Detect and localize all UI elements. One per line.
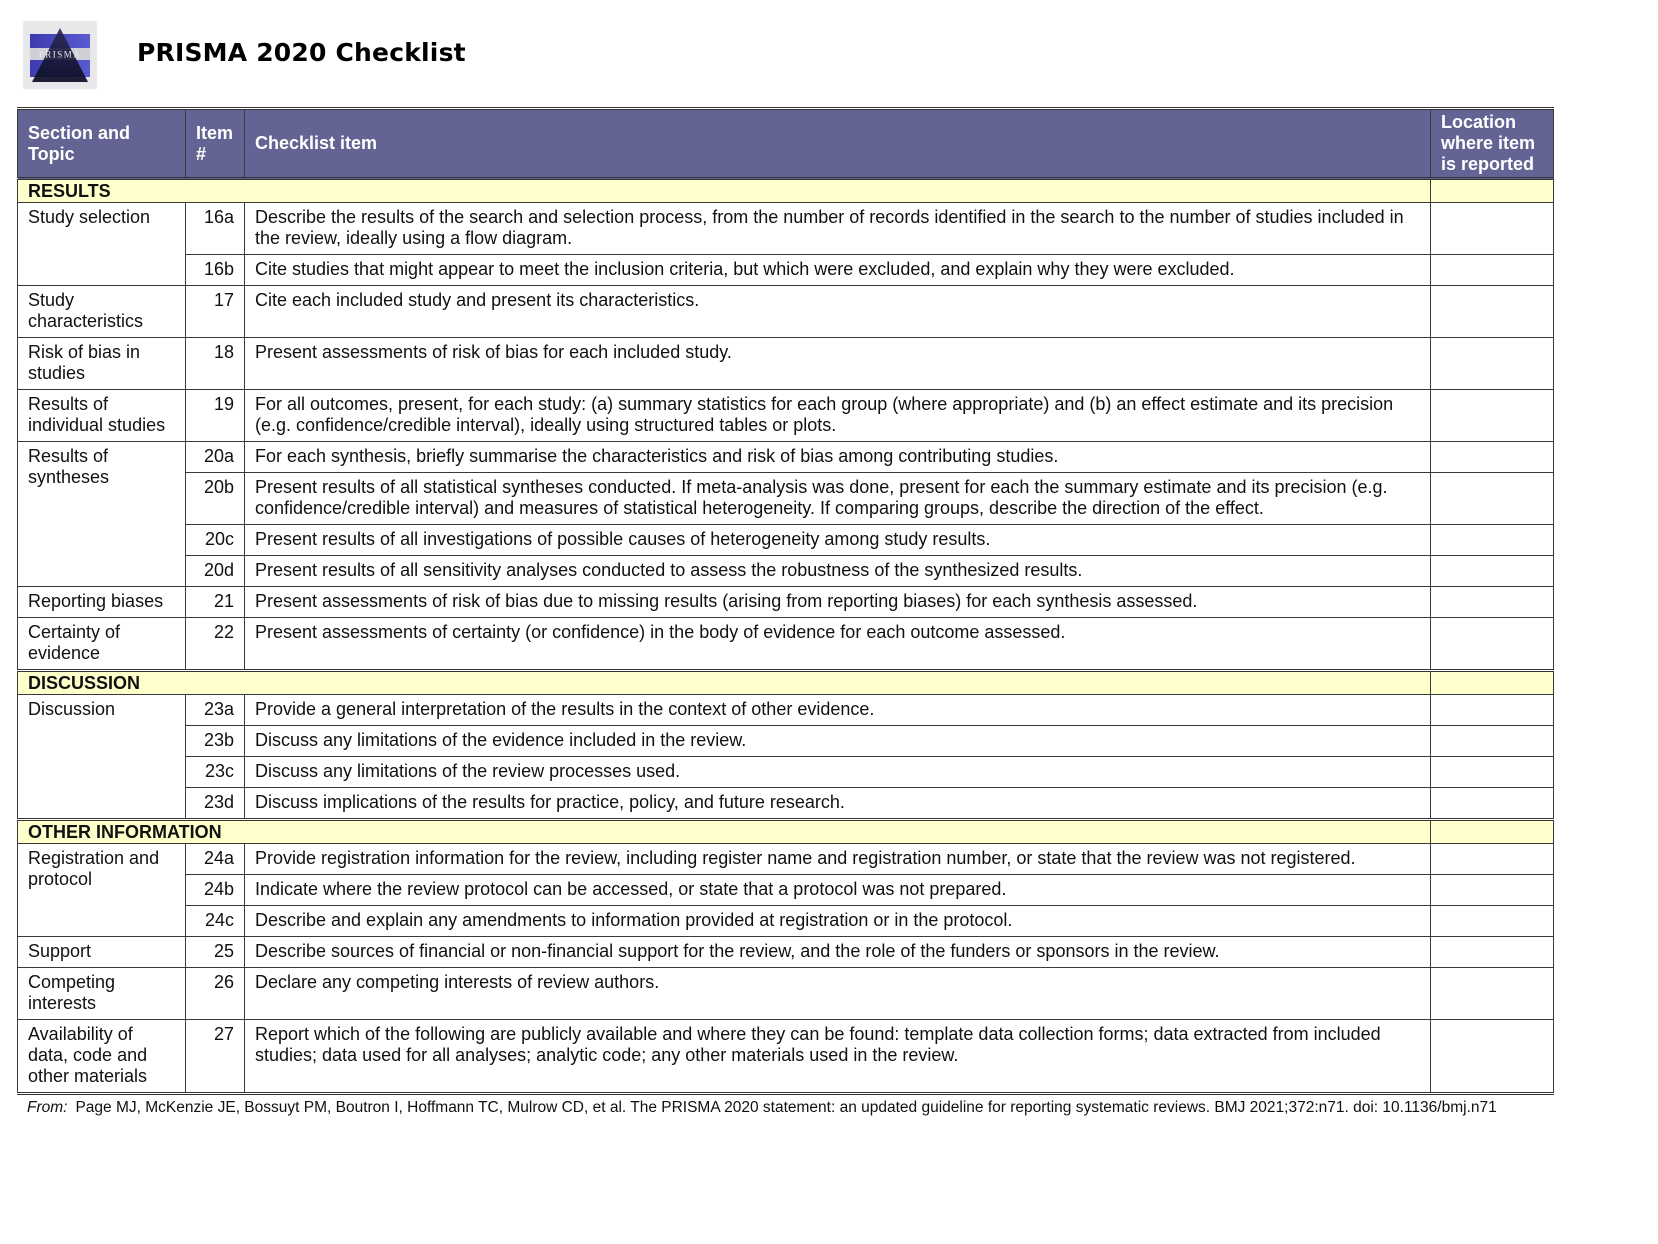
topic-cell: Reporting biases — [18, 587, 186, 618]
topic-cell: Study characteristics — [18, 286, 186, 338]
checklist-item-text: Discuss implications of the results for practice, policy, and future research. — [245, 788, 1431, 820]
table-row — [18, 255, 1554, 286]
table-row — [18, 390, 1554, 442]
item-number: 18 — [186, 338, 245, 390]
checklist-item-text: Provide a general interpretation of the results in the context of other evidence. — [245, 695, 1431, 726]
location-reported-cell[interactable] — [1431, 286, 1554, 338]
location-reported-cell[interactable] — [1431, 695, 1554, 726]
header-line: Item — [196, 122, 234, 143]
topic-cell: Competing interests — [18, 968, 186, 1020]
section-row — [18, 179, 1554, 203]
prisma-logo-icon — [24, 22, 96, 88]
section-row — [18, 671, 1554, 695]
location-reported-cell[interactable] — [1431, 968, 1554, 1020]
item-number: 23c — [186, 757, 245, 788]
column-header-checklist: Checklist item — [245, 109, 1431, 179]
section-location-cell[interactable] — [1431, 179, 1554, 203]
location-reported-cell[interactable] — [1431, 1020, 1554, 1094]
from-label: From: — [27, 1099, 68, 1116]
table-row — [18, 1020, 1554, 1094]
checklist-body — [18, 179, 1554, 1094]
item-number: 23b — [186, 726, 245, 757]
header-line: # — [196, 143, 207, 164]
table-row — [18, 906, 1554, 937]
table-row — [18, 968, 1554, 1020]
page-title: PRISMA 2020 Checklist — [137, 38, 466, 67]
section-heading: RESULTS — [18, 179, 1431, 203]
topic-cell: Results of individual studies — [18, 390, 186, 442]
item-number: 20b — [186, 473, 245, 525]
header-line: Section and — [28, 122, 131, 143]
header-line: Location — [1441, 112, 1516, 132]
location-reported-cell[interactable] — [1431, 525, 1554, 556]
checklist-item-text: Describe the results of the search and selection process, from the number of records identified in the search to the number of studies included in the review, ideally using a flow diagram. — [245, 203, 1431, 255]
location-reported-cell[interactable] — [1431, 587, 1554, 618]
item-number: 24b — [186, 875, 245, 906]
location-reported-cell[interactable] — [1431, 875, 1554, 906]
table-row — [18, 525, 1554, 556]
checklist-item-text: Discuss any limitations of the evidence included in the review. — [245, 726, 1431, 757]
checklist-item-text: Declare any competing interests of review authors. — [245, 968, 1431, 1020]
header-line: is reported — [1441, 154, 1535, 174]
citation-text: Page MJ, McKenzie JE, Bossuyt PM, Boutron I, Hoffmann TC, Mulrow CD, et al. The PRISMA 2020 statement: an updated guideline for reporting systematic reviews. BMJ 2021;372:n71. doi: 10.1136/bmj.n71 — [75, 1099, 1497, 1116]
citation-footer — [27, 1098, 1539, 1117]
item-number: 21 — [186, 587, 245, 618]
table-row — [18, 556, 1554, 587]
item-number: 19 — [186, 390, 245, 442]
table-row — [18, 286, 1554, 338]
location-reported-cell[interactable] — [1431, 726, 1554, 757]
table-row — [18, 695, 1554, 726]
section-heading: DISCUSSION — [18, 671, 1431, 695]
location-reported-cell[interactable] — [1431, 937, 1554, 968]
checklist-table — [17, 107, 1554, 1095]
topic-cell: Risk of bias in studies — [18, 338, 186, 390]
item-number: 17 — [186, 286, 245, 338]
location-reported-cell[interactable] — [1431, 757, 1554, 788]
location-reported-cell[interactable] — [1431, 203, 1554, 255]
table-header-row — [18, 109, 1554, 179]
location-reported-cell[interactable] — [1431, 906, 1554, 937]
item-number: 20d — [186, 556, 245, 587]
item-number: 16a — [186, 203, 245, 255]
section-location-cell[interactable] — [1431, 671, 1554, 695]
topic-cell: Study selection — [18, 203, 186, 286]
column-header-section — [18, 109, 186, 179]
topic-cell: Availability of data, code and other materials — [18, 1020, 186, 1094]
table-row — [18, 757, 1554, 788]
table-row — [18, 726, 1554, 757]
prisma-logo — [24, 22, 96, 88]
item-number: 24c — [186, 906, 245, 937]
location-reported-cell[interactable] — [1431, 390, 1554, 442]
item-number: 16b — [186, 255, 245, 286]
item-number: 20c — [186, 525, 245, 556]
header-line: where item — [1441, 133, 1536, 153]
checklist-item-text: Present results of all investigations of possible causes of heterogeneity among study results. — [245, 525, 1431, 556]
checklist-item-text: Describe and explain any amendments to information provided at registration or in the protocol. — [245, 906, 1431, 937]
table-row — [18, 587, 1554, 618]
checklist-item-text: Provide registration information for the review, including register name and registration number, or state that the review was not registered. — [245, 844, 1431, 875]
location-reported-cell[interactable] — [1431, 473, 1554, 525]
checklist-item-text: Present results of all sensitivity analyses conducted to assess the robustness of the synthesized results. — [245, 556, 1431, 587]
item-number: 22 — [186, 618, 245, 671]
checklist-item-text: For all outcomes, present, for each study: (a) summary statistics for each group (where appropriate) and (b) an effect estimate and its precision (e.g. confidence/credible interval), ideally using structured tables or plots. — [245, 390, 1431, 442]
logo-text: PRISMA — [38, 49, 82, 60]
topic-cell: Discussion — [18, 695, 186, 820]
topic-cell: Support — [18, 937, 186, 968]
section-heading: OTHER INFORMATION — [18, 820, 1431, 844]
item-number: 23a — [186, 695, 245, 726]
table-row — [18, 618, 1554, 671]
topic-cell: Results of syntheses — [18, 442, 186, 587]
checklist-item-text: Present results of all statistical syntheses conducted. If meta-analysis was done, present for each the summary estimate and its precision (e.g. confidence/credible interval) and measures of statistical heterogeneity. If comparing groups, describe the direction of the effect. — [245, 473, 1431, 525]
item-number: 24a — [186, 844, 245, 875]
table-row — [18, 473, 1554, 525]
item-number: 25 — [186, 937, 245, 968]
location-reported-cell[interactable] — [1431, 618, 1554, 671]
column-header-location — [1431, 109, 1554, 179]
location-reported-cell[interactable] — [1431, 788, 1554, 820]
checklist-item-text: Present assessments of risk of bias due to missing results (arising from reporting biases) for each synthesis assessed. — [245, 587, 1431, 618]
checklist-item-text: Report which of the following are publicly available and where they can be found: template data collection forms; data extracted from included studies; data used for all analyses; analytic code; any other materials used in the review. — [245, 1020, 1431, 1094]
location-reported-cell[interactable] — [1431, 338, 1554, 390]
table-row — [18, 788, 1554, 820]
column-header-item — [186, 109, 245, 179]
table-row — [18, 937, 1554, 968]
location-reported-cell[interactable] — [1431, 556, 1554, 587]
item-number: 27 — [186, 1020, 245, 1094]
checklist-item-text: Cite each included study and present its characteristics. — [245, 286, 1431, 338]
checklist-item-text: Discuss any limitations of the review processes used. — [245, 757, 1431, 788]
table-row — [18, 338, 1554, 390]
checklist-item-text: Describe sources of financial or non-financial support for the review, and the role of the funders or sponsors in the review. — [245, 937, 1431, 968]
table-row — [18, 875, 1554, 906]
location-reported-cell[interactable] — [1431, 844, 1554, 875]
checklist-item-text: Cite studies that might appear to meet the inclusion criteria, but which were excluded, and explain why they were excluded. — [245, 255, 1431, 286]
topic-cell: Certainty of evidence — [18, 618, 186, 671]
item-number: 20a — [186, 442, 245, 473]
table-row — [18, 203, 1554, 255]
checklist-item-text: Indicate where the review protocol can be accessed, or state that a protocol was not prepared. — [245, 875, 1431, 906]
section-row — [18, 820, 1554, 844]
item-number: 26 — [186, 968, 245, 1020]
section-location-cell[interactable] — [1431, 820, 1554, 844]
location-reported-cell[interactable] — [1431, 442, 1554, 473]
checklist-item-text: For each synthesis, briefly summarise the characteristics and risk of bias among contributing studies. — [245, 442, 1431, 473]
location-reported-cell[interactable] — [1431, 255, 1554, 286]
item-number: 23d — [186, 788, 245, 820]
table-row — [18, 844, 1554, 875]
checklist-item-text: Present assessments of risk of bias for each included study. — [245, 338, 1431, 390]
header-line: Topic — [28, 143, 75, 164]
topic-cell: Registration and protocol — [18, 844, 186, 937]
table-row — [18, 442, 1554, 473]
checklist-item-text: Present assessments of certainty (or confidence) in the body of evidence for each outcome assessed. — [245, 618, 1431, 671]
